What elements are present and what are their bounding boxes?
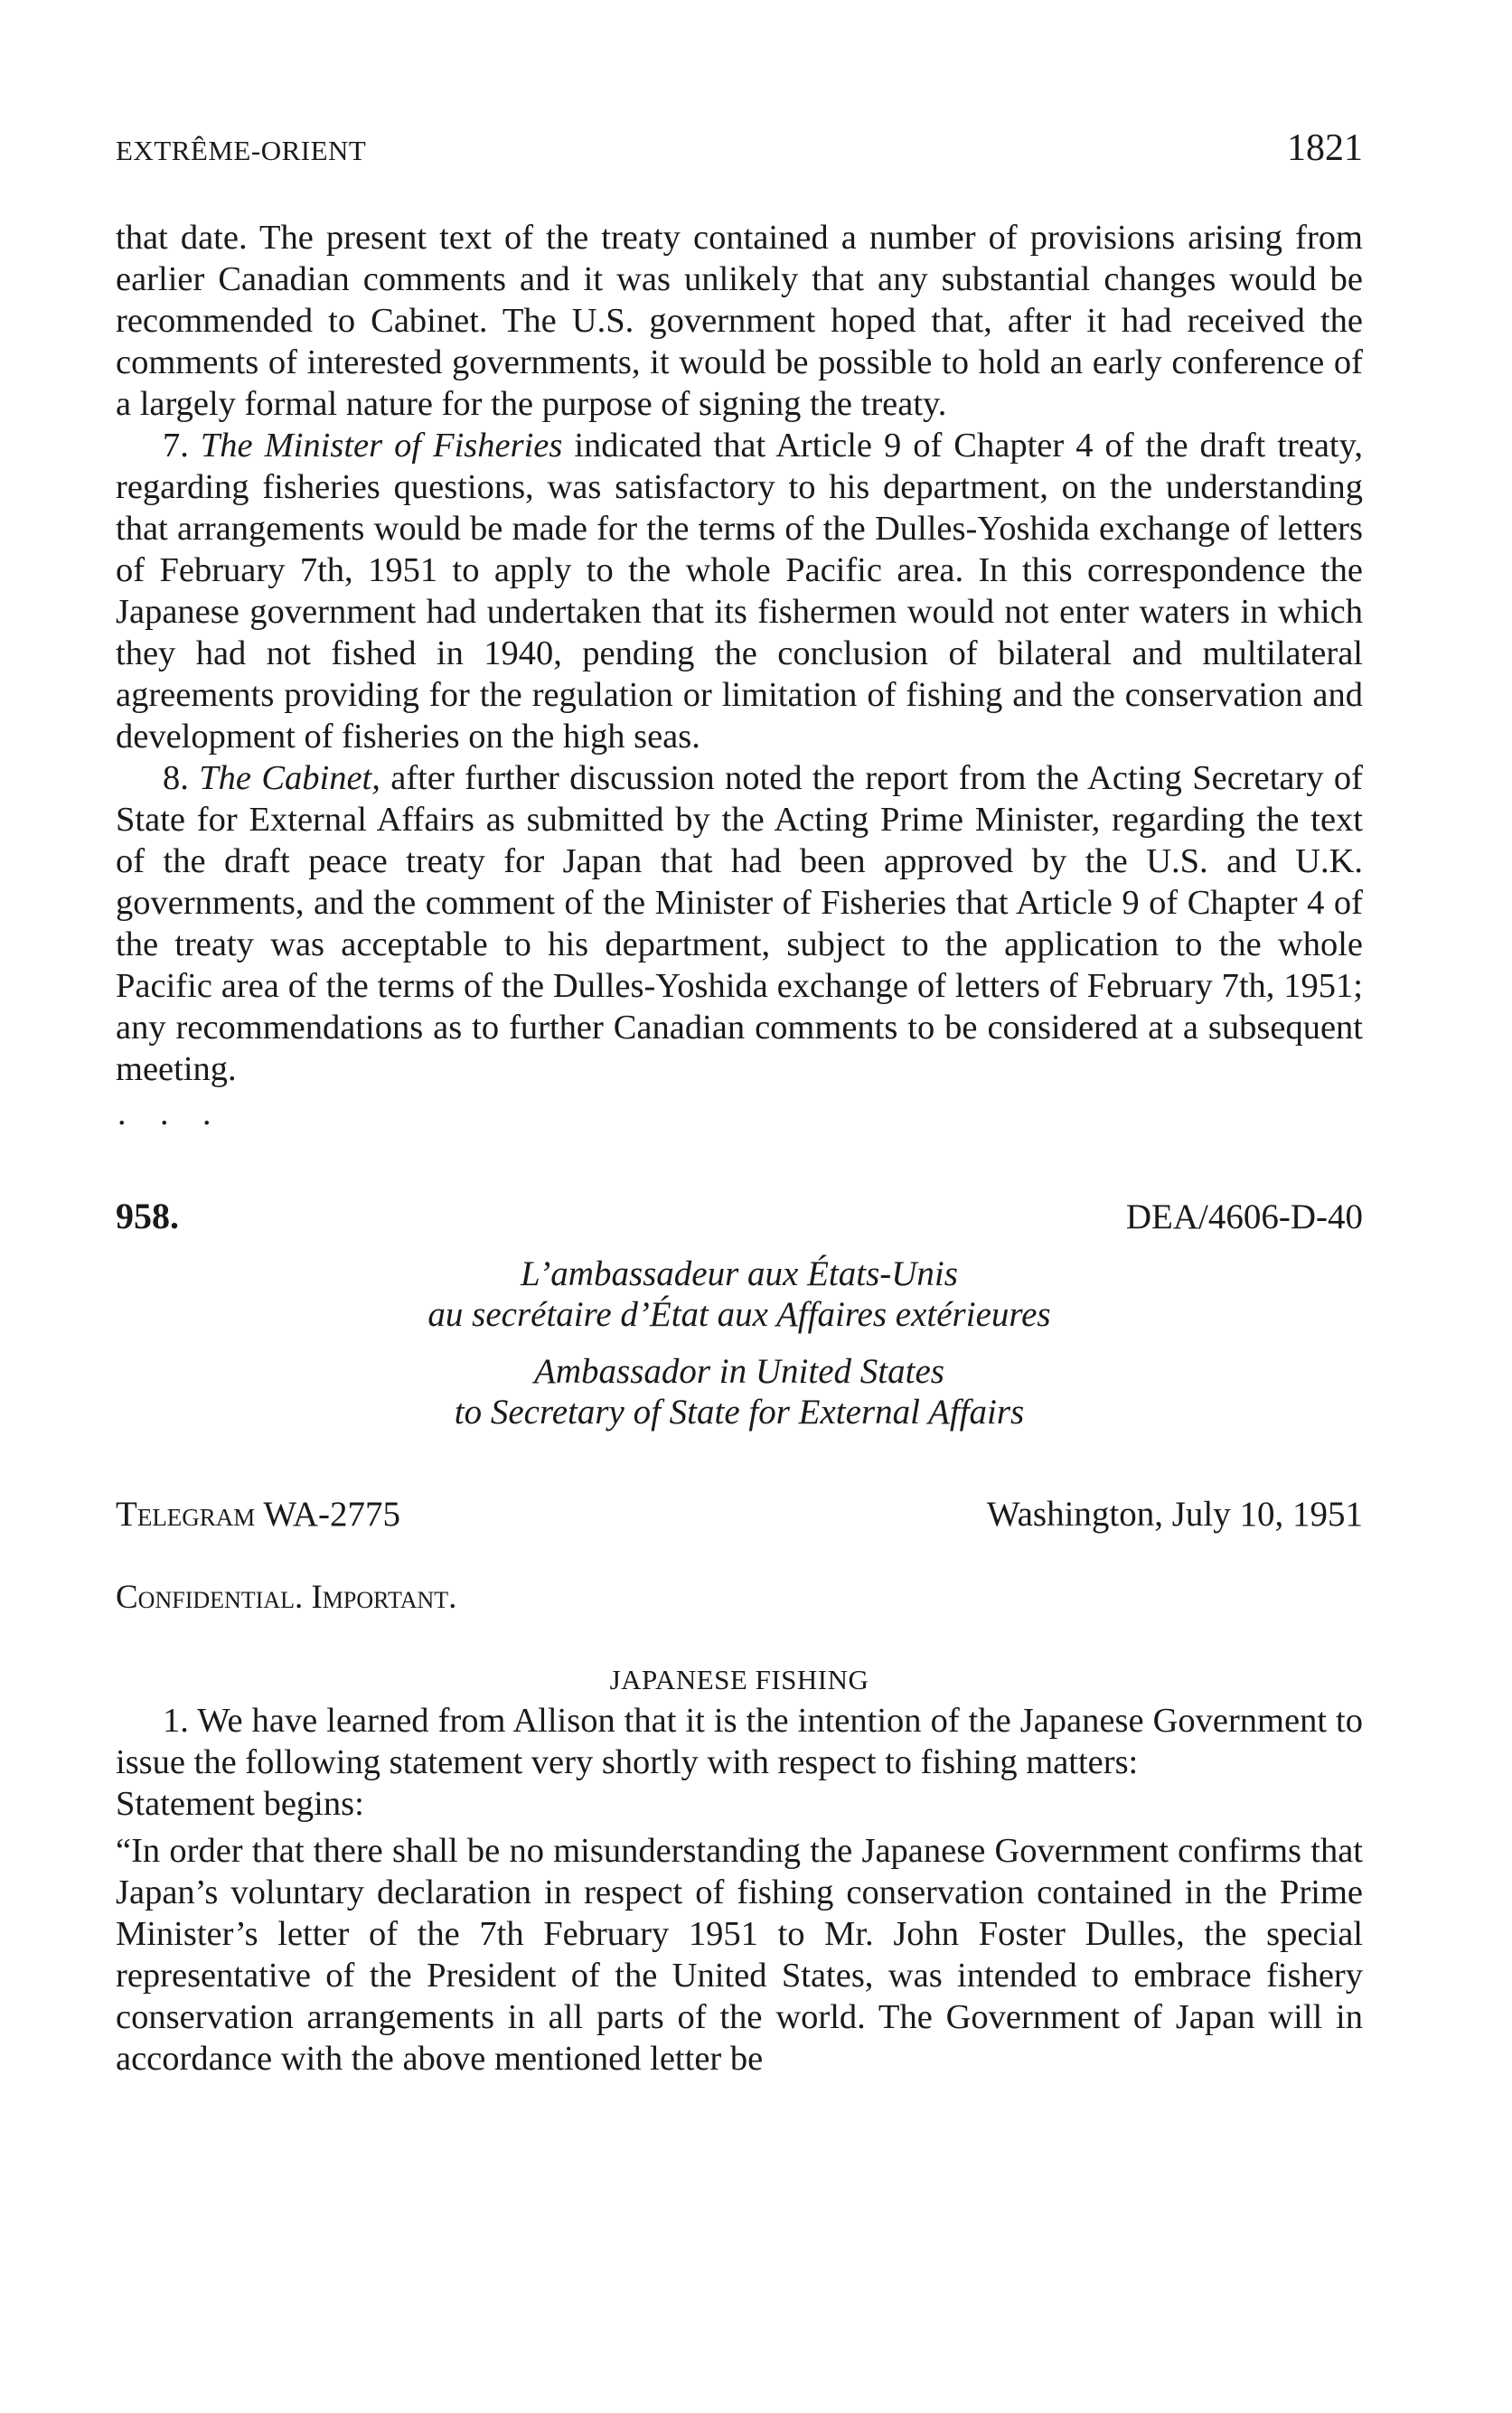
document-page	[116, 127, 1363, 2080]
french-address-heading	[116, 1253, 1363, 1335]
paragraph-continuation: that date. The present text of the treaty contained a number of provisions arising from earlier Canadian comments and it was unlikely that any substantial changes would be recommended to Cabinet. The U.S. government hoped that, after it had received the comments of interested governments, it would be possible to hold an early conference of a largely formal nature for the purpose of signing the treaty.	[116, 219, 1363, 423]
running-title: EXTRÊME-ORIENT	[116, 135, 367, 166]
place-date: Washington, July 10, 1951	[986, 1495, 1363, 1534]
page-number: 1821	[1287, 127, 1363, 169]
omission-ellipsis: . . .	[117, 1094, 224, 1132]
quoted-statement: “In order that there shall be no misunderstanding the Japanese Government confirms that Japan’s voluntary declaration in respect of fishing conservation contained in the Prime Minister’s letter of the 7th February 1951 to Mr. John Foster Dulles, the special representative of the President of the United States, was intended to embrace fishery conservation arrangements in all parts of the world. The Government of Japan will in accordance with the above mentioned letter be	[116, 1832, 1363, 2078]
telegram-row	[116, 1494, 1363, 1535]
document-heading	[116, 1195, 1363, 1237]
document-reference: DEA/4606-D-40	[1125, 1197, 1363, 1236]
paragraph-7-number: 7.	[163, 427, 201, 465]
telegram-number: Telegram WA-2775	[116, 1495, 400, 1534]
paragraph-7-lead: The Minister of Fisheries	[200, 427, 563, 465]
french-heading-line-1: L’ambassadeur aux États-Unis	[521, 1254, 958, 1293]
paragraph-8-number: 8.	[163, 759, 200, 797]
classification: Confidential. Important.	[116, 1579, 457, 1616]
subject-heading: JAPANESE FISHING	[609, 1664, 869, 1695]
running-head	[116, 127, 1363, 170]
paragraph-7-text: indicated that Article 9 of Chapter 4 of the draft treaty, regarding fisheries questions, was satisfactory to his department, on the understanding that arrangements would be made for the terms of the Dulles-Yoshida exchange of letters of February 7th, 1951 to apply to the whole Pacific area. In this correspondence the Japanese government had undertaken that its fishermen would not enter waters in which they had not fished in 1940, pending the conclusion of bilateral and multilateral agreements providing for the regulation or limitation of fishing and the conservation and development of fisheries on the high seas.	[116, 427, 1364, 756]
french-heading-line-2: au secrétaire d’État aux Affaires extérieures	[427, 1295, 1051, 1334]
english-heading-line-2: to Secretary of State for External Affairs	[454, 1393, 1025, 1432]
paragraph-7	[116, 425, 1363, 757]
english-address-heading	[116, 1351, 1363, 1432]
paragraph-8	[116, 757, 1363, 1090]
english-heading-line-1: Ambassador in United States	[534, 1352, 944, 1391]
paragraph-8-text: after further discussion noted the report from the Acting Secretary of State for External Affairs as submitted by the Acting Prime Minister, regarding the text of the draft peace treaty for Japan that had been approved by the U.S. and U.K. governments, and the comment of the Minister of Fisheries that Article 9 of Chapter 4 of the treaty was acceptable to his department, subject to the application to the whole Pacific area of the terms of the Dulles-Yoshida exchange of letters of February 7th, 1951; any recommendations as to further Canadian comments to be considered at a subsequent meeting.	[116, 759, 1363, 1088]
paragraph-8-lead: The Cabinet,	[199, 759, 380, 797]
statement-begins: Statement begins:	[116, 1785, 364, 1823]
document-number: 958.	[116, 1196, 179, 1236]
paragraph-1: 1. We have learned from Allison that it is the intention of the Japanese Government to issue the following statement very shortly with respect to fishing matters:	[116, 1702, 1363, 1781]
